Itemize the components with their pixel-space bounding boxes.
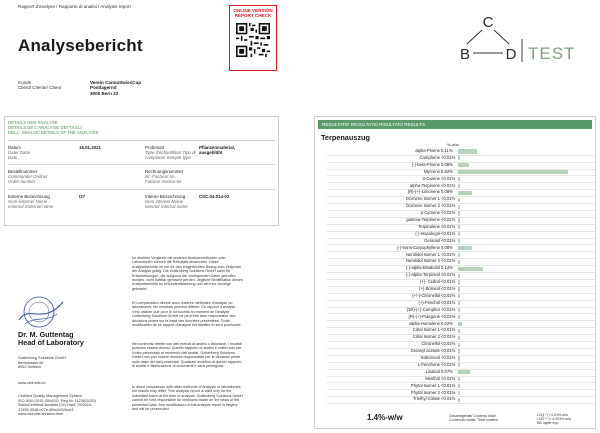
terpene-bar [458, 170, 568, 174]
table-row [315, 300, 597, 307]
terpene-value-label: <0.01% [441, 217, 456, 222]
terpene-name: (+/-)-Citronellal [412, 292, 440, 298]
divider [8, 189, 275, 190]
terpene-name: Phytol Isomer 2 [410, 389, 440, 395]
results-heading: RESULTATE/ RÉSULTATS/ RISULTATI/ RESULTS [318, 120, 592, 129]
table-row [315, 203, 597, 210]
terpene-bar [458, 349, 460, 353]
terpene-bar [458, 191, 472, 195]
sample-type-value-2: ausgeblüht [199, 150, 223, 155]
order-sub-2: Order number [8, 179, 36, 184]
table-row [315, 348, 597, 355]
online-check-label: ONLINE VERSION REPORT CHECK [233, 8, 273, 18]
table-row [315, 383, 597, 390]
divider [8, 164, 275, 165]
terpene-name: 3-Carene [422, 175, 440, 181]
terpene-bar [458, 184, 460, 188]
terpene-bar [458, 301, 460, 305]
total-content-label: Gesamtgehalt/ Contenu total/ Contenuto totale/ Total content [449, 414, 498, 423]
date-sub-1: Date/ Data/ [8, 150, 31, 155]
table-row [315, 189, 597, 196]
terpene-value-label: <0.01% [441, 327, 456, 333]
internal-name-sub-1: Nom interne/ Nome [145, 199, 184, 204]
terpene-value-label: 0.14% [441, 265, 453, 271]
terpene-name: Phytol Isomer 1 [410, 382, 440, 388]
terpene-value-label: <0.01% [441, 355, 456, 360]
table-row [315, 265, 597, 272]
terpene-name: (+)- Cedrol [419, 279, 440, 285]
details-heading: DETAILS DER ANALYSE DÉTAILS DE L'ANALYSE/ DETTAGLI DELL' ANALISI/ DETAILS OF THE ANALYSIS [8, 120, 99, 135]
terpene-name: Ocimene Isomer 2 [405, 203, 440, 209]
table-row [315, 169, 597, 176]
terpene-bar [458, 370, 470, 374]
results-panel [314, 116, 596, 429]
terpene-name: (R)-(+)-Limonene [407, 189, 440, 195]
cbd-test-logo [452, 6, 596, 74]
table-row [315, 390, 597, 397]
laboratory-stamp [17, 294, 65, 330]
table-row [315, 396, 597, 403]
table-row [315, 307, 597, 314]
terpene-bar [458, 239, 460, 243]
sample-type-sub-2: campione/ Sample type [145, 155, 191, 160]
terpene-name: (-)-beta-Pinene [411, 161, 440, 167]
terpene-value-label: 0.07% [441, 368, 453, 374]
terpene-bar [458, 308, 460, 312]
table-row [315, 279, 597, 286]
terpene-name: (R)-(+)-Pulegone [408, 313, 440, 319]
terpene-name: (-)-alpha-Bisabolol [405, 265, 440, 271]
terpene-value-label: <0.01% [441, 396, 456, 402]
internal-name-label: Interne Bezeichnung [145, 194, 186, 199]
sample-type-label: Probenart [145, 145, 165, 150]
total-content-value: 1.4%-w/w [367, 413, 403, 422]
disclaimer-it: Nel confronto diretto con altri metodi di analisi o laboratori, i risultati possono essere diversi. Questo rapporto di analisi è valido solo per il lotto presentato al momento dell'analisi. Guttenberg Solutions GmbH non può essere ritenuta responsabile per le decisioni prese sulla base dei dati presentati. Qualsiasi modifica di questo rapporto di analisi è falsificazione di documenti e sarà perseguita. [132, 342, 242, 369]
table-row [315, 362, 597, 369]
terpene-bar [458, 232, 460, 236]
terpene-value-label: <0.01% [441, 299, 456, 305]
terpene-bar [458, 156, 460, 160]
sample-type-value-1: Pflanzenmaterial, [199, 145, 236, 150]
terpene-value-label: <0.01% [441, 313, 456, 319]
terpene-value-label: <0.01% [441, 279, 456, 285]
terpene-bar [458, 398, 460, 402]
terpene-name: Citral Isomer 1 [412, 327, 440, 333]
terpene-value-label: <0.01% [441, 361, 456, 367]
terpene-name: (+)-Fenchol [418, 299, 440, 305]
terpene-value-label: 0.11% [441, 148, 453, 153]
terpene-name: Nerolidol Isomer 1 [406, 251, 440, 257]
table-row [315, 162, 597, 169]
terpene-bar [458, 322, 462, 326]
document-type: Rapport d'analyse / Rapporto di analisi / Analysis report [18, 4, 131, 9]
terpene-name: Isoborneol [420, 355, 440, 360]
terpene-name: Nerolidol Isomer 2 [406, 258, 440, 264]
terpene-name: (-)-Isopulegol [415, 230, 440, 236]
terpene-value-label: <0.01% [441, 203, 456, 209]
terpene-value-label: <0.01% [441, 292, 456, 298]
terpene-name: gamma-Terpinene [406, 217, 440, 222]
page-title: Analysebericht [18, 36, 143, 55]
table-row [315, 334, 597, 341]
external-name-label: Externe Bezeichnung [8, 194, 50, 199]
terpene-bar [458, 294, 460, 298]
logo-letter-c: C [482, 14, 494, 31]
online-report-check[interactable] [229, 5, 277, 71]
terpene-value-label: 0.08% [441, 189, 453, 195]
terpene-value-label: <0.01% [441, 237, 456, 243]
terpene-value-label: <0.01% [441, 272, 456, 278]
terpene-bar [458, 274, 460, 278]
terpene-bar [458, 384, 460, 388]
terpene-bar [458, 363, 460, 367]
invoice-sub-2: Fattura/ Invoice-Nr. [145, 179, 183, 184]
order-label: Bestellnummer [8, 169, 38, 174]
signer-block [18, 331, 84, 348]
terpene-bar [458, 336, 460, 340]
disclaimer-fr: En comparaison directe avec d'autres méthodes d'analyse ou laboratoires, les résultats peuvent différer. Ce rapport d'analyse n'est valable que pour le lot soumis au moment de l'analyse. Guttenberg Solutions GmbH ne peut être tenu responsable des décisions prises sur la base des données présentées. Toute modification de ce rapport d'analyse est falsifiée et sera poursuivie. [132, 301, 242, 328]
qr-code-icon[interactable] [236, 23, 270, 57]
terpene-value-label: <0.01% [441, 258, 456, 264]
terpene-bar [458, 329, 460, 333]
terpene-value-label: <0.01% [441, 341, 456, 347]
logo-word-test: TEST [528, 44, 576, 63]
terpene-bar [458, 356, 460, 360]
terpene-bar [458, 246, 472, 250]
terpene-bar [458, 391, 460, 395]
date-label: Datum [8, 145, 21, 150]
table-row [315, 272, 597, 279]
invoice-label: Rechnungsnummer [145, 169, 184, 174]
terpene-bar [458, 177, 460, 181]
terpene-name: Menthol [425, 375, 440, 381]
terpene-name: Citronellol [421, 341, 440, 347]
terpene-name: alpha-Humulene [409, 320, 440, 326]
disclaimer-de: Im direkten Vergleich mit anderen Analysemethoden oder Laboratorien können die Resultate abweichen. Diese Analyseberichte ist nur für den eingereichten Bezug zum Zeitpunkt der Analyse gültig. Die Guttenberg Solutions GmbH kann für Entscheidungen, die aufgrund der vorliegenden Daten getroffen wurden, nicht haftbar gemacht werden. Jegliche Modifikation dieses Analyseberichts ist Urkundenfälschung und wird zur Anzeige gebracht. [132, 256, 243, 291]
terpene-name: Citral Isomer 2 [412, 334, 440, 340]
terpene-bar [458, 287, 460, 291]
terpene-title: Terpenauszug [321, 133, 370, 142]
terpene-value-label: <0.01% [441, 334, 456, 340]
terpene-value-label: <0.01% [441, 286, 456, 291]
table-row [315, 183, 597, 190]
external-name-sub-1: Nom externe/ Nome [8, 199, 48, 204]
terpene-value-label: <0.01% [441, 175, 456, 181]
table-row [315, 369, 597, 376]
terpene-value-label: <0.01% [441, 348, 456, 354]
loq-legend: LOQ * (= 0.01%-w/w LOD ** (= 0.003%-w/w ND upper exp. [537, 413, 572, 425]
table-row [315, 355, 597, 362]
terpene-bar [458, 211, 460, 215]
table-row [315, 327, 597, 334]
terpene-value-label: <0.01% [441, 230, 456, 236]
terpene-value-label: <0.01% [441, 154, 456, 160]
disclaimer-en: In direct comparison with other methods of analysis or laboratories, the results may differ. This analysis report is valid only for the submitted batch at the time of analysis. Guttenberg Solutions GmbH cannot be held responsible for decisions made on the basis of the presented data. Any modification of this analysis report is forgery and will be prosecuted. [132, 385, 244, 412]
terpene-name: alpha-Terpinene [409, 182, 440, 188]
terpene-value-label: 0.08% [441, 244, 453, 250]
terpene-value-label: <0.01% [441, 382, 456, 388]
table-row [315, 224, 597, 231]
certification-info: Certified Quality Management System ISO 9001:2015 (SN/ISO, Reg.Nr. 11236/2020) SwissCertifiedCannabis (SG-Hanf, 29/2024- 17455-4048-b27e-6f9a3492dcb3 www.cbd-test.ch/labor.html [18, 394, 96, 416]
terpene-name: (+)-Borneol [418, 286, 440, 291]
table-row [315, 231, 597, 238]
terpene-bar [458, 267, 483, 271]
table-row [315, 217, 597, 224]
invoice-sub-1: Nr.-Facture/ Nr.- [145, 174, 177, 179]
sample-type-sub-1: Type d'échantillon/ Tipo di [145, 150, 196, 155]
terpene-name: Myrcene [423, 168, 440, 174]
divider [8, 140, 275, 141]
table-row [315, 176, 597, 183]
internal-name-value: CSC.04.014-02 [199, 194, 230, 199]
terpene-name: Ocimene Isomer 1 [405, 196, 440, 202]
terpene-name: p-Cymene [420, 210, 440, 216]
terpene-value-label: <0.01% [441, 389, 456, 395]
table-row [315, 341, 597, 348]
terpene-bar [458, 198, 460, 202]
table-row [315, 252, 597, 259]
table-row [315, 286, 597, 293]
company-address: Guttenberg Solutions GmbH Bernstrasse 62 8952 Dietikon [18, 356, 66, 369]
internal-name-sub-2: interno/ Internal name [145, 204, 188, 209]
table-row [315, 258, 597, 265]
terpene-bar [458, 163, 469, 167]
table-row [315, 148, 597, 155]
terpene-value-label: <0.01% [441, 182, 456, 188]
terpene-name: (-)-alpha-Terpineol [405, 272, 440, 278]
terpene-bar [458, 218, 460, 222]
terpene-bar [458, 205, 460, 209]
company-website[interactable]: www.cbd-test.ch [18, 381, 46, 385]
terpene-bar [458, 377, 460, 381]
terpene-value-label: <0.01% [441, 375, 456, 381]
terpene-bar [458, 343, 460, 347]
external-name-value: I27 [79, 194, 86, 199]
date-value: 15.01.2021 [79, 145, 101, 150]
signer-name: Dr. M. Guttentag [18, 330, 74, 339]
terpene-bar [458, 315, 460, 319]
terpene-name: Triethyl Citrate [412, 396, 440, 402]
analysis-details-panel [4, 116, 279, 226]
date-sub-2: Date [8, 155, 18, 160]
terpene-name: Geraniol [424, 237, 440, 243]
table-row [315, 293, 597, 300]
unit-header: %-w/w [447, 142, 459, 147]
terpene-name: (1R)-(+)-Camphor [406, 306, 440, 312]
logo-letter-d: D [505, 46, 517, 63]
terpene-bar [458, 225, 460, 229]
table-row [315, 196, 597, 203]
terpene-value-label: 0.02% [441, 320, 453, 326]
terpene-value-label: <0.01% [441, 196, 456, 202]
terpene-value-label: <0.01% [441, 223, 456, 229]
terpene-value-label: <0.01% [441, 210, 456, 216]
terpene-value-label: <0.01% [441, 251, 456, 257]
terpene-name: (-)-trans-Caryophyllene [396, 244, 440, 250]
terpene-name: alpha-Pinene [415, 148, 440, 153]
table-row [315, 321, 597, 328]
terpene-bar [458, 253, 460, 257]
terpene-name: L-Fenchone [417, 361, 440, 367]
terpene-name: Geranyl acetate [410, 348, 440, 354]
external-name-sub-2: esterno/ External name [8, 204, 54, 209]
table-row [315, 314, 597, 321]
logo-letter-b: B [459, 46, 471, 63]
terpene-bar [458, 280, 460, 284]
table-row [315, 245, 597, 252]
table-row [315, 155, 597, 162]
terpene-value-label: 0.62% [441, 168, 453, 174]
terpene-name: Camphene [419, 154, 440, 160]
client-labels: Kunde Client/ Cliente/ Client [18, 80, 61, 91]
table-row [315, 376, 597, 383]
signer-role: Head of Laboratory [18, 338, 84, 348]
terpene-name: Linalool [425, 368, 440, 374]
table-row [315, 210, 597, 217]
terpene-name: Terpinolene [418, 223, 440, 229]
terpene-bar [458, 260, 460, 264]
terpene-value-label: 0.06% [441, 161, 453, 167]
client-address: Verein CannaSwissCup Postlagernd 3000 Bern 22 [90, 80, 142, 96]
terpene-value-label: <0.01% [441, 306, 456, 312]
table-row [315, 238, 597, 245]
order-sub-1: Commande/ Ordine/ [8, 174, 48, 179]
terpene-bar [458, 149, 477, 153]
